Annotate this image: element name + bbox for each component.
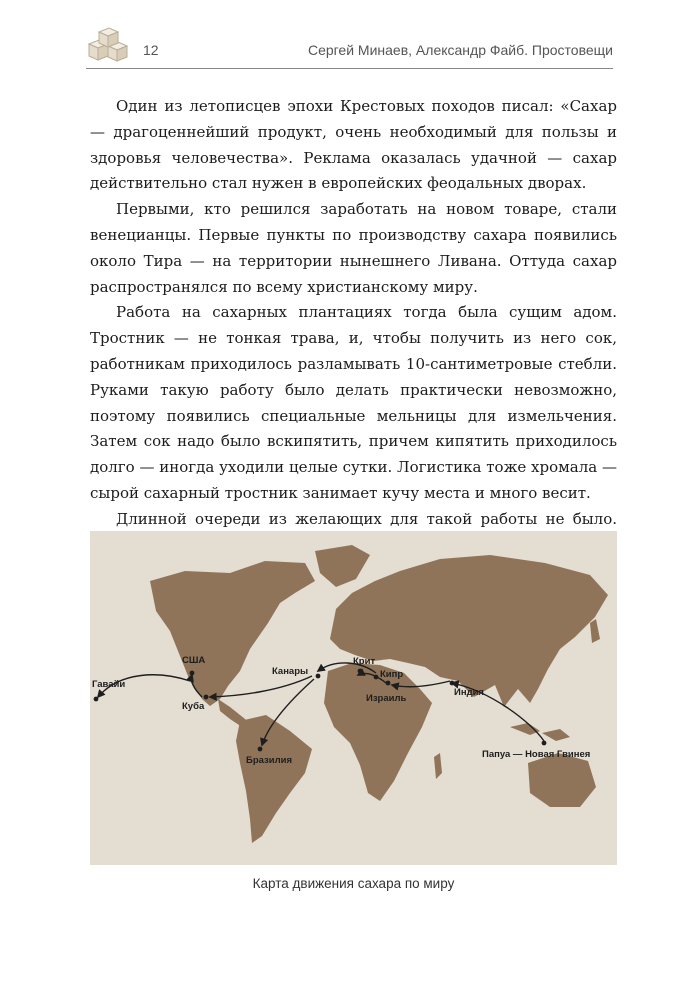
- figure-caption: Карта движения сахара по миру: [252, 876, 455, 891]
- label-brazil: Бразилия: [246, 755, 293, 766]
- paragraph: Один из летописцев эпохи Крестовых походов писал: «Сахар — драгоценнейший продукт, очень необходимый для пользы и здоровья человечества». Реклама оказалась удачной — сахар действительно стал нужен в европейских феодальных дворах.: [90, 97, 617, 193]
- label-cyprus: Кипр: [380, 669, 404, 680]
- label-crete: Крит: [353, 656, 376, 667]
- page-number: 12: [143, 42, 159, 58]
- label-usa: США: [182, 655, 206, 666]
- sugar-cubes-icon: [86, 26, 132, 62]
- africa-shape: [324, 663, 432, 801]
- greenland-shape: [315, 545, 370, 587]
- label-hawaii: Гавайи: [92, 679, 126, 690]
- sugar-route-map: [90, 531, 617, 865]
- australia-shape: [528, 753, 596, 807]
- header-rule: [86, 68, 613, 69]
- label-canary: Канары: [272, 666, 309, 677]
- japan-shape: [590, 619, 600, 643]
- world-map: [90, 531, 617, 865]
- indonesia-shape: [510, 723, 540, 735]
- south-america-shape: [236, 715, 312, 843]
- paragraph: Работа на сахарных плантациях тогда была сущим адом. Тростник — не тонкая трава, и, чтобы получить из него сок, работникам приходилось разламывать 10-сантиметровые стебли. Руками такую работу было делать практически невозможно, поэтому появились специальные мельницы для измельчения. Затем сок надо было вскипятить, причем кипятить приходилось долго — иногда уходили целые сутки. Логистика тоже хромала — сырой сахарный тростник занимает кучу места и много весит.: [90, 303, 617, 502]
- running-title: Сергей Минаев, Александр Файб. Простовещи: [307, 42, 613, 58]
- label-cuba: Куба: [182, 701, 205, 712]
- label-india: Индия: [454, 687, 484, 698]
- page-header: [0, 0, 699, 70]
- papua-shape: [542, 729, 570, 741]
- paragraph: Длинной очереди из желающих для такой работы не было.: [116, 509, 617, 528]
- label-papua: Папуа — Новая Гвинея: [482, 749, 591, 760]
- label-israel: Израиль: [366, 693, 407, 704]
- paragraph: Первыми, кто решился заработать на новом товаре, стали венецианцы. Первые пункты по производству сахара появились около Тира — на территории нынешнего Ливана. Оттуда сахар распространялся по всему христианскому миру.: [90, 200, 617, 296]
- madagascar-shape: [434, 753, 442, 779]
